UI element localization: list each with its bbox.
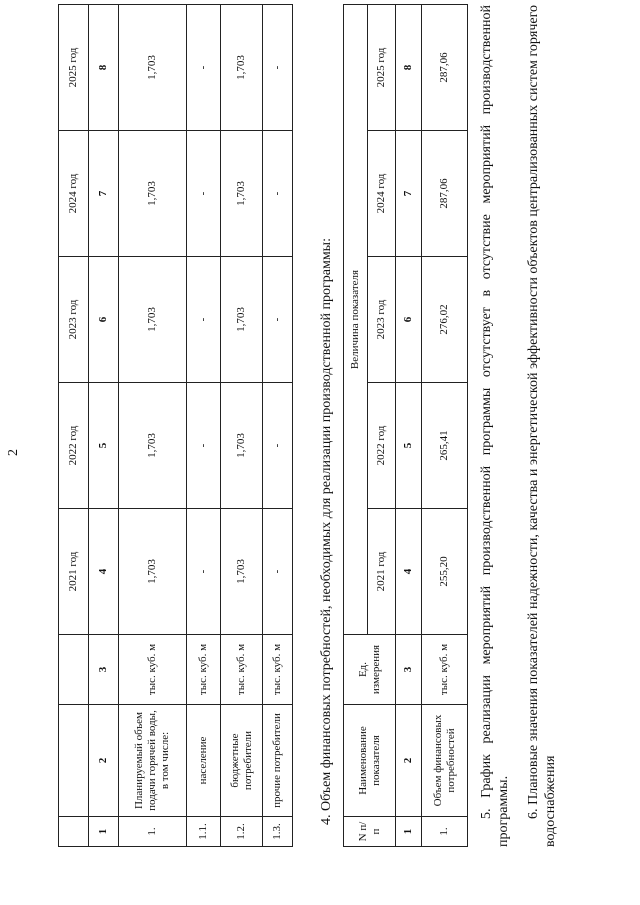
row-value: - (263, 131, 293, 257)
hot-water-volume-table (58, 4, 293, 847)
row-value: 1,703 (119, 383, 187, 509)
column-number: 7 (89, 131, 119, 257)
year-header: 2024 год (368, 131, 396, 257)
row-value: 1,703 (221, 257, 263, 383)
page-number: 2 (6, 449, 21, 456)
row-value: 1,703 (221, 5, 263, 131)
row-value: 1,703 (221, 509, 263, 635)
year-header: 2021 год (368, 509, 396, 635)
table-header-row (344, 5, 368, 847)
column-number: 2 (89, 705, 119, 817)
row-value: - (187, 257, 221, 383)
column-number: 1 (396, 817, 422, 847)
column-number: 4 (396, 509, 422, 635)
header-cell-empty (59, 705, 89, 817)
year-header: 2024 год (59, 131, 89, 257)
row-number: 1. (422, 817, 468, 847)
row-value: 1,703 (221, 383, 263, 509)
row-value: 287,06 (422, 5, 468, 131)
row-value: - (263, 509, 293, 635)
row-number: 1.3. (263, 817, 293, 847)
row-unit: тыс. куб. м (119, 635, 187, 705)
row-value: 276,02 (422, 257, 468, 383)
row-value: 1,703 (119, 257, 187, 383)
row-unit: тыс. куб. м (221, 635, 263, 705)
row-value: 265,41 (422, 383, 468, 509)
column-number: 5 (89, 383, 119, 509)
column-number-row (396, 5, 422, 847)
section-5-paragraph: 5. График реализации мероприятий производственной программы отсутствует в отсутствие мероприятий производственной программы. (479, 5, 511, 847)
row-value: 1,703 (119, 131, 187, 257)
row-value: - (187, 509, 221, 635)
column-number: 7 (396, 131, 422, 257)
year-header: 2022 год (59, 383, 89, 509)
table-row (187, 5, 221, 847)
row-value: - (187, 131, 221, 257)
row-name: Планируемый объем подачи горячей воды, в том числе: (119, 705, 187, 817)
column-number: 3 (89, 635, 119, 705)
year-header: 2025 год (368, 5, 396, 131)
row-value: 255,20 (422, 509, 468, 635)
column-number: 1 (89, 817, 119, 847)
row-value: - (263, 383, 293, 509)
year-header: 2021 год (59, 509, 89, 635)
section-4-heading: 4. Объем финансовых потребностей, необходимых для реализации производственной программы: (319, 238, 334, 825)
row-value: - (187, 5, 221, 131)
row-name: Объем финансовых потребностей (422, 705, 468, 817)
row-value: 1,703 (221, 131, 263, 257)
header-cell-empty (59, 817, 89, 847)
column-number-row (89, 5, 119, 847)
column-number: 6 (396, 257, 422, 383)
year-header: 2025 год (59, 5, 89, 131)
row-value: - (263, 5, 293, 131)
column-number: 3 (396, 635, 422, 705)
header-cell-empty (59, 635, 89, 705)
year-header: 2023 год (59, 257, 89, 383)
table-row (422, 5, 468, 847)
column-header-values: Величина показателя (344, 5, 368, 635)
table-row (263, 5, 293, 847)
year-header: 2022 год (368, 383, 396, 509)
row-number: 1. (119, 817, 187, 847)
column-number: 5 (396, 383, 422, 509)
row-unit: тыс. куб. м (263, 635, 293, 705)
column-number: 6 (89, 257, 119, 383)
row-name: бюджетные потребители (221, 705, 263, 817)
table-row (119, 5, 187, 847)
column-number: 8 (89, 5, 119, 131)
row-number: 1.2. (221, 817, 263, 847)
row-value: - (187, 383, 221, 509)
row-unit: тыс. куб. м (422, 635, 468, 705)
column-header-number: N п/п (344, 817, 396, 847)
row-value: 1,703 (119, 509, 187, 635)
row-value: 1,703 (119, 5, 187, 131)
section-6-paragraph: 6. Плановые значения показателей надежности, качества и энергетической эффективности объектов централизованных систем горячего водоснабжения (526, 5, 558, 847)
column-header-unit: Ед. измерения (344, 635, 396, 705)
row-unit: тыс. куб. м (187, 635, 221, 705)
table-row (221, 5, 263, 847)
column-header-name: Наименование показателя (344, 705, 396, 817)
row-value: 287,06 (422, 131, 468, 257)
column-number: 2 (396, 705, 422, 817)
year-header: 2023 год (368, 257, 396, 383)
table-header-row (59, 5, 89, 847)
row-name: прочие потребители (263, 705, 293, 817)
financial-needs-table (343, 4, 468, 847)
column-number: 8 (396, 5, 422, 131)
column-number: 4 (89, 509, 119, 635)
row-number: 1.1. (187, 817, 221, 847)
row-name: население (187, 705, 221, 817)
row-value: - (263, 257, 293, 383)
